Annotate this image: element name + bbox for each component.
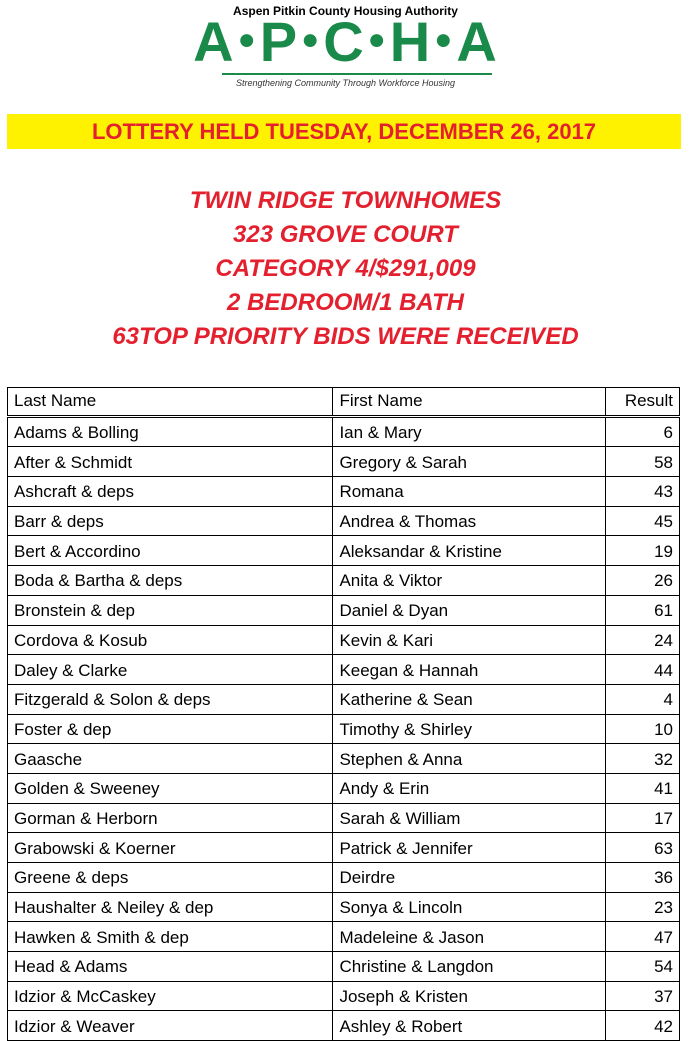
table-row xyxy=(8,684,680,714)
cell-result: 47 xyxy=(606,922,680,952)
cell-last-name: Haushalter & Neiley & dep xyxy=(8,892,333,922)
logo-letter: P xyxy=(259,10,299,73)
table-row xyxy=(8,595,680,625)
table-row xyxy=(8,506,680,536)
cell-result: 61 xyxy=(606,595,680,625)
table-row xyxy=(8,1011,680,1041)
logo-org-name: Aspen Pitkin County Housing Authority xyxy=(233,4,458,18)
logo-dot-icon: ● xyxy=(237,23,257,57)
cell-result: 42 xyxy=(606,1011,680,1041)
table-row xyxy=(8,447,680,477)
logo-letter: A xyxy=(456,10,498,73)
table-row xyxy=(8,566,680,596)
cell-last-name: Boda & Bartha & deps xyxy=(8,566,333,596)
logo-letter: H xyxy=(389,10,432,73)
cell-first-name: Sonya & Lincoln xyxy=(333,892,606,922)
table-row xyxy=(8,803,680,833)
banner-text: LOTTERY HELD TUESDAY, DECEMBER 26, 2017 xyxy=(91,118,597,144)
cell-last-name: Greene & deps xyxy=(8,863,333,893)
cell-first-name: Anita & Viktor xyxy=(333,566,606,596)
table-row xyxy=(8,863,680,893)
cell-last-name: Head & Adams xyxy=(8,952,333,982)
column-header-first-name: First Name xyxy=(333,388,606,417)
table-row xyxy=(8,714,680,744)
cell-result: 36 xyxy=(606,863,680,893)
logo-dot-icon: ● xyxy=(434,23,454,57)
cell-result: 41 xyxy=(606,773,680,803)
cell-result: 24 xyxy=(606,625,680,655)
table-header-row xyxy=(8,388,680,417)
cell-last-name: Idzior & McCaskey xyxy=(8,981,333,1011)
cell-last-name: Idzior & Weaver xyxy=(8,1011,333,1041)
cell-result: 19 xyxy=(606,536,680,566)
cell-first-name: Kevin & Kari xyxy=(333,625,606,655)
heading-bid-count: 63TOP PRIORITY BIDS WERE RECEIVED xyxy=(112,323,579,350)
logo-tagline: Strengthening Community Through Workforce Housing xyxy=(235,78,456,88)
table-row xyxy=(8,625,680,655)
cell-last-name: After & Schmidt xyxy=(8,447,333,477)
heading-category: CATEGORY 4/$291,009 xyxy=(215,255,476,282)
cell-last-name: Bronstein & dep xyxy=(8,595,333,625)
cell-result: 23 xyxy=(606,892,680,922)
cell-first-name: Katherine & Sean xyxy=(333,684,606,714)
table-row xyxy=(8,416,680,447)
table-row xyxy=(8,833,680,863)
table-row xyxy=(8,981,680,1011)
cell-last-name: Foster & dep xyxy=(8,714,333,744)
heading-address: 323 GROVE COURT xyxy=(233,221,458,248)
logo-dot-icon: ● xyxy=(301,23,321,57)
cell-result: 45 xyxy=(606,506,680,536)
cell-first-name: Joseph & Kristen xyxy=(333,981,606,1011)
table-row xyxy=(8,477,680,507)
column-header-last-name: Last Name xyxy=(8,388,333,417)
cell-first-name: Ian & Mary xyxy=(333,416,606,447)
cell-last-name: Golden & Sweeney xyxy=(8,773,333,803)
apcha-logo xyxy=(0,0,691,100)
table-row xyxy=(8,655,680,685)
cell-result: 32 xyxy=(606,744,680,774)
cell-result: 26 xyxy=(606,566,680,596)
cell-result: 43 xyxy=(606,477,680,507)
cell-first-name: Aleksandar & Kristine xyxy=(333,536,606,566)
logo-letter: C xyxy=(323,10,365,73)
cell-first-name: Andrea & Thomas xyxy=(333,506,606,536)
cell-result: 54 xyxy=(606,952,680,982)
cell-result: 44 xyxy=(606,655,680,685)
cell-first-name: Keegan & Hannah xyxy=(333,655,606,685)
table-row xyxy=(8,744,680,774)
table-row xyxy=(8,773,680,803)
cell-first-name: Patrick & Jennifer xyxy=(333,833,606,863)
cell-result: 4 xyxy=(606,684,680,714)
lottery-results-table xyxy=(7,387,680,1041)
cell-first-name: Sarah & William xyxy=(333,803,606,833)
cell-last-name: Hawken & Smith & dep xyxy=(8,922,333,952)
table-row xyxy=(8,536,680,566)
logo-divider xyxy=(222,73,492,75)
cell-last-name: Cordova & Kosub xyxy=(8,625,333,655)
cell-first-name: Deirdre xyxy=(333,863,606,893)
cell-result: 17 xyxy=(606,803,680,833)
cell-last-name: Barr & deps xyxy=(8,506,333,536)
cell-result: 6 xyxy=(606,416,680,447)
cell-result: 37 xyxy=(606,981,680,1011)
cell-first-name: Madeleine & Jason xyxy=(333,922,606,952)
table-row xyxy=(8,922,680,952)
cell-first-name: Stephen & Anna xyxy=(333,744,606,774)
cell-last-name: Daley & Clarke xyxy=(8,655,333,685)
cell-first-name: Andy & Erin xyxy=(333,773,606,803)
cell-last-name: Bert & Accordino xyxy=(8,536,333,566)
logo-dot-icon: ● xyxy=(367,23,387,57)
cell-last-name: Ashcraft & deps xyxy=(8,477,333,507)
cell-last-name: Gorman & Herborn xyxy=(8,803,333,833)
property-headings xyxy=(0,184,691,354)
cell-result: 63 xyxy=(606,833,680,863)
logo-letter: A xyxy=(193,10,235,73)
cell-result: 10 xyxy=(606,714,680,744)
cell-first-name: Gregory & Sarah xyxy=(333,447,606,477)
cell-first-name: Christine & Langdon xyxy=(333,952,606,982)
cell-last-name: Adams & Bolling xyxy=(8,416,333,447)
table-row xyxy=(8,892,680,922)
cell-last-name: Gaasche xyxy=(8,744,333,774)
cell-first-name: Ashley & Robert xyxy=(333,1011,606,1041)
table-body xyxy=(8,416,680,1040)
table-row xyxy=(8,952,680,982)
cell-first-name: Timothy & Shirley xyxy=(333,714,606,744)
cell-result: 58 xyxy=(606,447,680,477)
cell-last-name: Fitzgerald & Solon & deps xyxy=(8,684,333,714)
cell-first-name: Daniel & Dyan xyxy=(333,595,606,625)
cell-last-name: Grabowski & Koerner xyxy=(8,833,333,863)
cell-first-name: Romana xyxy=(333,477,606,507)
heading-property-name: TWIN RIDGE TOWNHOMES xyxy=(189,187,502,214)
heading-unit-type: 2 BEDROOM/1 BATH xyxy=(227,289,464,316)
lottery-date-banner xyxy=(7,114,681,149)
column-header-result: Result xyxy=(606,388,680,417)
